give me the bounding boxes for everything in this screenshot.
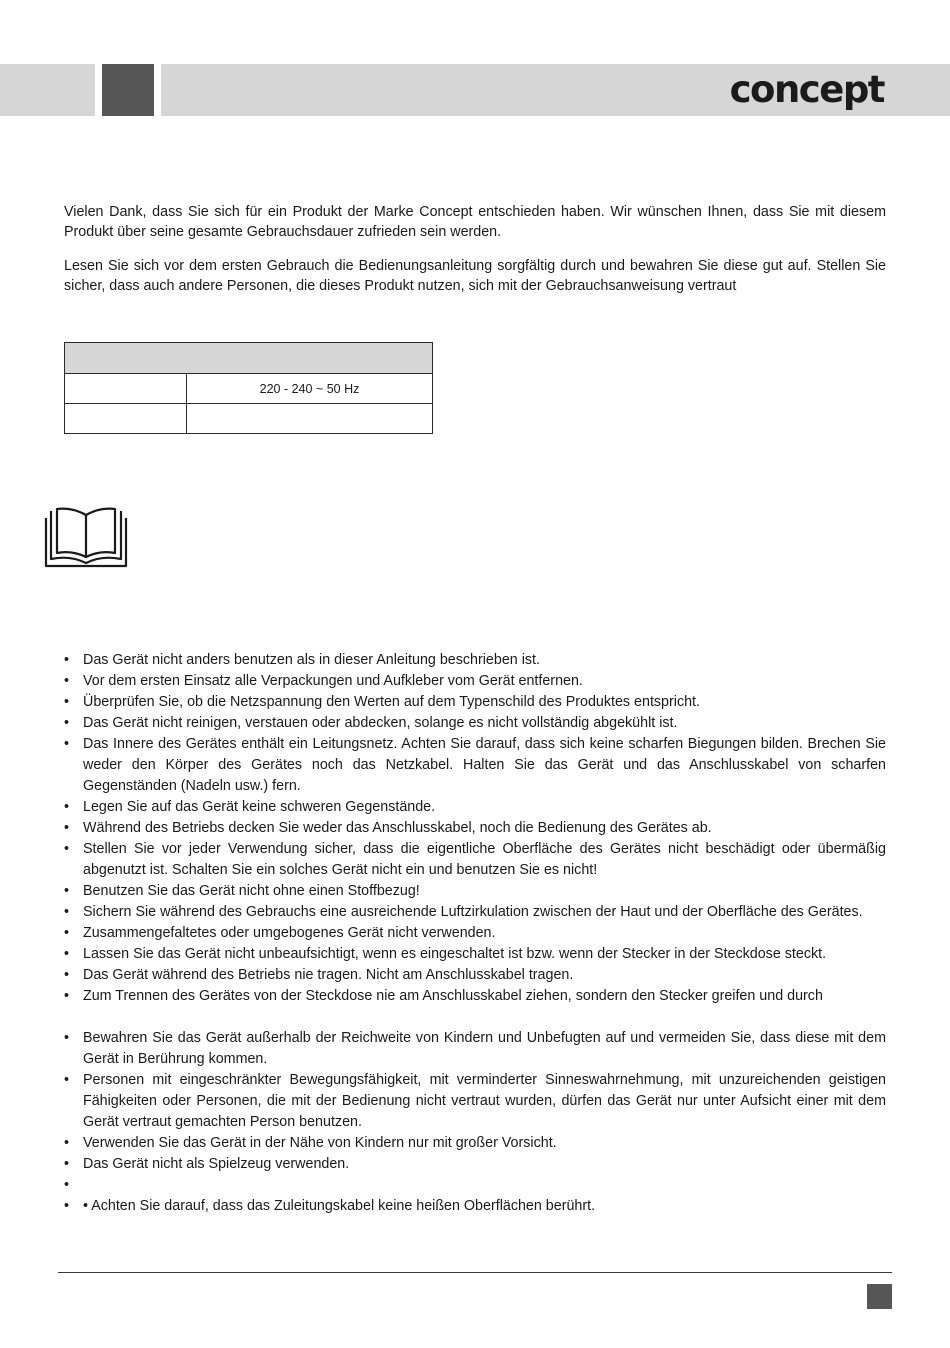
warning-text: Das Gerät nicht als Spielzeug verwenden. <box>83 1156 350 1172</box>
intro-paragraph-1: Vielen Dank, dass Sie sich für ein Produkt der Marke Concept entschieden haben. Wir wünschen Ihnen, dass Sie mit diesem Produkt über seine gesamte Gebrauchsdauer zufrieden sein werden. <box>64 204 886 240</box>
spec-table <box>64 342 433 434</box>
warning-text: Vor dem ersten Einsatz alle Verpackungen und Aufkleber vom Gerät entfernen. <box>83 673 583 689</box>
bullet-marker: • <box>64 694 70 710</box>
warning-text: Personen mit eingeschränkter Bewegungsfähigkeit, mit verminderter Sinneswahrnehmung, mit unzureichenden geistigen Fähigkeiten oder Personen, die mit der Bedienung nicht vertraut wurden, dürfen das Gerät nur unter Aufsicht einer mit dem Gerät vertraut gemachten Person benutzen. <box>83 1072 886 1130</box>
safety-warnings-list <box>64 650 886 1217</box>
warning-item <box>64 881 886 902</box>
bullet-marker: • <box>64 1030 70 1046</box>
bullet-marker: • <box>64 715 70 731</box>
warning-item <box>64 818 886 839</box>
bullet-marker: • <box>64 1198 70 1214</box>
spec-label <box>65 404 187 434</box>
warning-text: Zusammengefaltetes oder umgebogenes Gerät nicht verwenden. <box>83 925 496 941</box>
warning-item <box>64 797 886 818</box>
warning-text: Stellen Sie vor jeder Verwendung sicher, dass die eigentliche Oberfläche des Gerätes nicht beschädigt oder übermäßig abgenutzt ist. Schalten Sie ein solches Gerät nicht ein und benutzen Sie es nicht! <box>83 841 886 878</box>
bullet-marker: • <box>64 904 70 920</box>
header-tab <box>102 64 154 116</box>
bullet-marker: • <box>64 820 70 836</box>
warning-item <box>64 944 886 965</box>
warning-text: Verwenden Sie das Gerät in der Nähe von Kindern nur mit großer Vorsicht. <box>83 1135 557 1151</box>
warning-item <box>64 1196 886 1217</box>
spec-label <box>65 374 187 404</box>
spec-value: 220 - 240 ~ 50 Hz <box>187 374 433 404</box>
spec-table-row <box>65 404 433 434</box>
warning-item <box>64 734 886 797</box>
bullet-marker: • <box>64 652 70 668</box>
open-book-icon <box>44 507 128 574</box>
bullet-marker: • <box>64 883 70 899</box>
page-number-marker <box>867 1284 892 1309</box>
warning-text: Während des Betriebs decken Sie weder das Anschlusskabel, noch die Bedienung des Gerätes ab. <box>83 820 712 836</box>
header-bar-left <box>0 64 95 116</box>
spec-table-row <box>65 374 433 404</box>
warning-item <box>64 713 886 734</box>
bullet-marker: • <box>64 988 70 1004</box>
warning-item <box>64 965 886 986</box>
warning-text: Legen Sie auf das Gerät keine schweren Gegenstände. <box>83 799 436 815</box>
spec-value <box>187 404 433 434</box>
intro-paragraph-2: Lesen Sie sich vor dem ersten Gebrauch die Bedienungsanleitung sorgfältig durch und bewahren Sie diese gut auf. Stellen Sie sicher, dass auch andere Personen, die dieses Produkt nutzen, sich mit der Gebrauchsanweisung vertraut <box>64 258 886 294</box>
spec-table-header-row <box>65 343 433 374</box>
warning-item <box>64 692 886 713</box>
warning-text: Das Gerät nicht reinigen, verstauen oder abdecken, solange es nicht vollständig abgekühlt ist. <box>83 715 678 731</box>
spec-table-header <box>65 343 433 374</box>
warning-item <box>64 923 886 944</box>
bullet-marker: • <box>64 946 70 962</box>
footer-divider <box>58 1272 892 1273</box>
warning-item <box>64 986 886 1007</box>
bullet-marker: • <box>64 841 70 857</box>
warning-text: Benutzen Sie das Gerät nicht ohne einen Stoffbezug! <box>83 883 420 899</box>
bullet-marker: • <box>64 1135 70 1151</box>
bullet-marker: • <box>64 925 70 941</box>
warning-item <box>64 1154 886 1175</box>
warning-item <box>64 902 886 923</box>
warning-item <box>64 1028 886 1070</box>
bullet-marker: • <box>64 673 70 689</box>
brand-logo: concept <box>729 68 884 111</box>
warning-text: Bewahren Sie das Gerät außerhalb der Reichweite von Kindern und Unbefugten auf und vermeiden Sie, dass diese mit dem Gerät in Berührung kommen. <box>83 1030 886 1067</box>
warning-item <box>64 1070 886 1133</box>
warning-text: Überprüfen Sie, ob die Netzspannung den Werten auf dem Typenschild des Produktes entspricht. <box>83 694 700 710</box>
bullet-marker: • <box>64 1156 70 1172</box>
warning-item <box>64 839 886 881</box>
warning-text: Zum Trennen des Gerätes von der Steckdose nie am Anschlusskabel ziehen, sondern den Stecker greifen und durch <box>83 988 823 1004</box>
bullet-marker: • <box>64 799 70 815</box>
warning-item <box>64 1175 886 1196</box>
warning-text: • Achten Sie darauf, dass das Zuleitungskabel keine heißen Oberflächen berührt. <box>83 1198 596 1214</box>
warning-text: Das Gerät während des Betriebs nie tragen. Nicht am Anschlusskabel tragen. <box>83 967 574 983</box>
bullet-marker: • <box>64 967 70 983</box>
warning-text: Lassen Sie das Gerät nicht unbeaufsichtigt, wenn es eingeschaltet ist bzw. wenn der Stecker in der Steckdose steckt. <box>83 946 827 962</box>
bullet-marker: • <box>64 1177 70 1193</box>
bullet-marker: • <box>64 736 70 752</box>
bullet-marker: • <box>64 1072 70 1088</box>
warning-text: Sichern Sie während des Gebrauchs eine ausreichende Luftzirkulation zwischen der Haut und der Oberfläche des Gerätes. <box>83 904 863 920</box>
warning-text: Das Innere des Gerätes enthält ein Leitungsnetz. Achten Sie darauf, dass sich keine scharfen Biegungen bilden. Brechen Sie weder den Körper des Gerätes noch das Netzkabel. Halten Sie das Gerät und das Anschlusskabel von scharfen Gegenständen (Nadeln usw.) fern. <box>83 736 886 794</box>
warning-item <box>64 671 886 692</box>
warning-item <box>64 650 886 671</box>
warning-text: Das Gerät nicht anders benutzen als in dieser Anleitung beschrieben ist. <box>83 652 540 668</box>
warning-item <box>64 1133 886 1154</box>
